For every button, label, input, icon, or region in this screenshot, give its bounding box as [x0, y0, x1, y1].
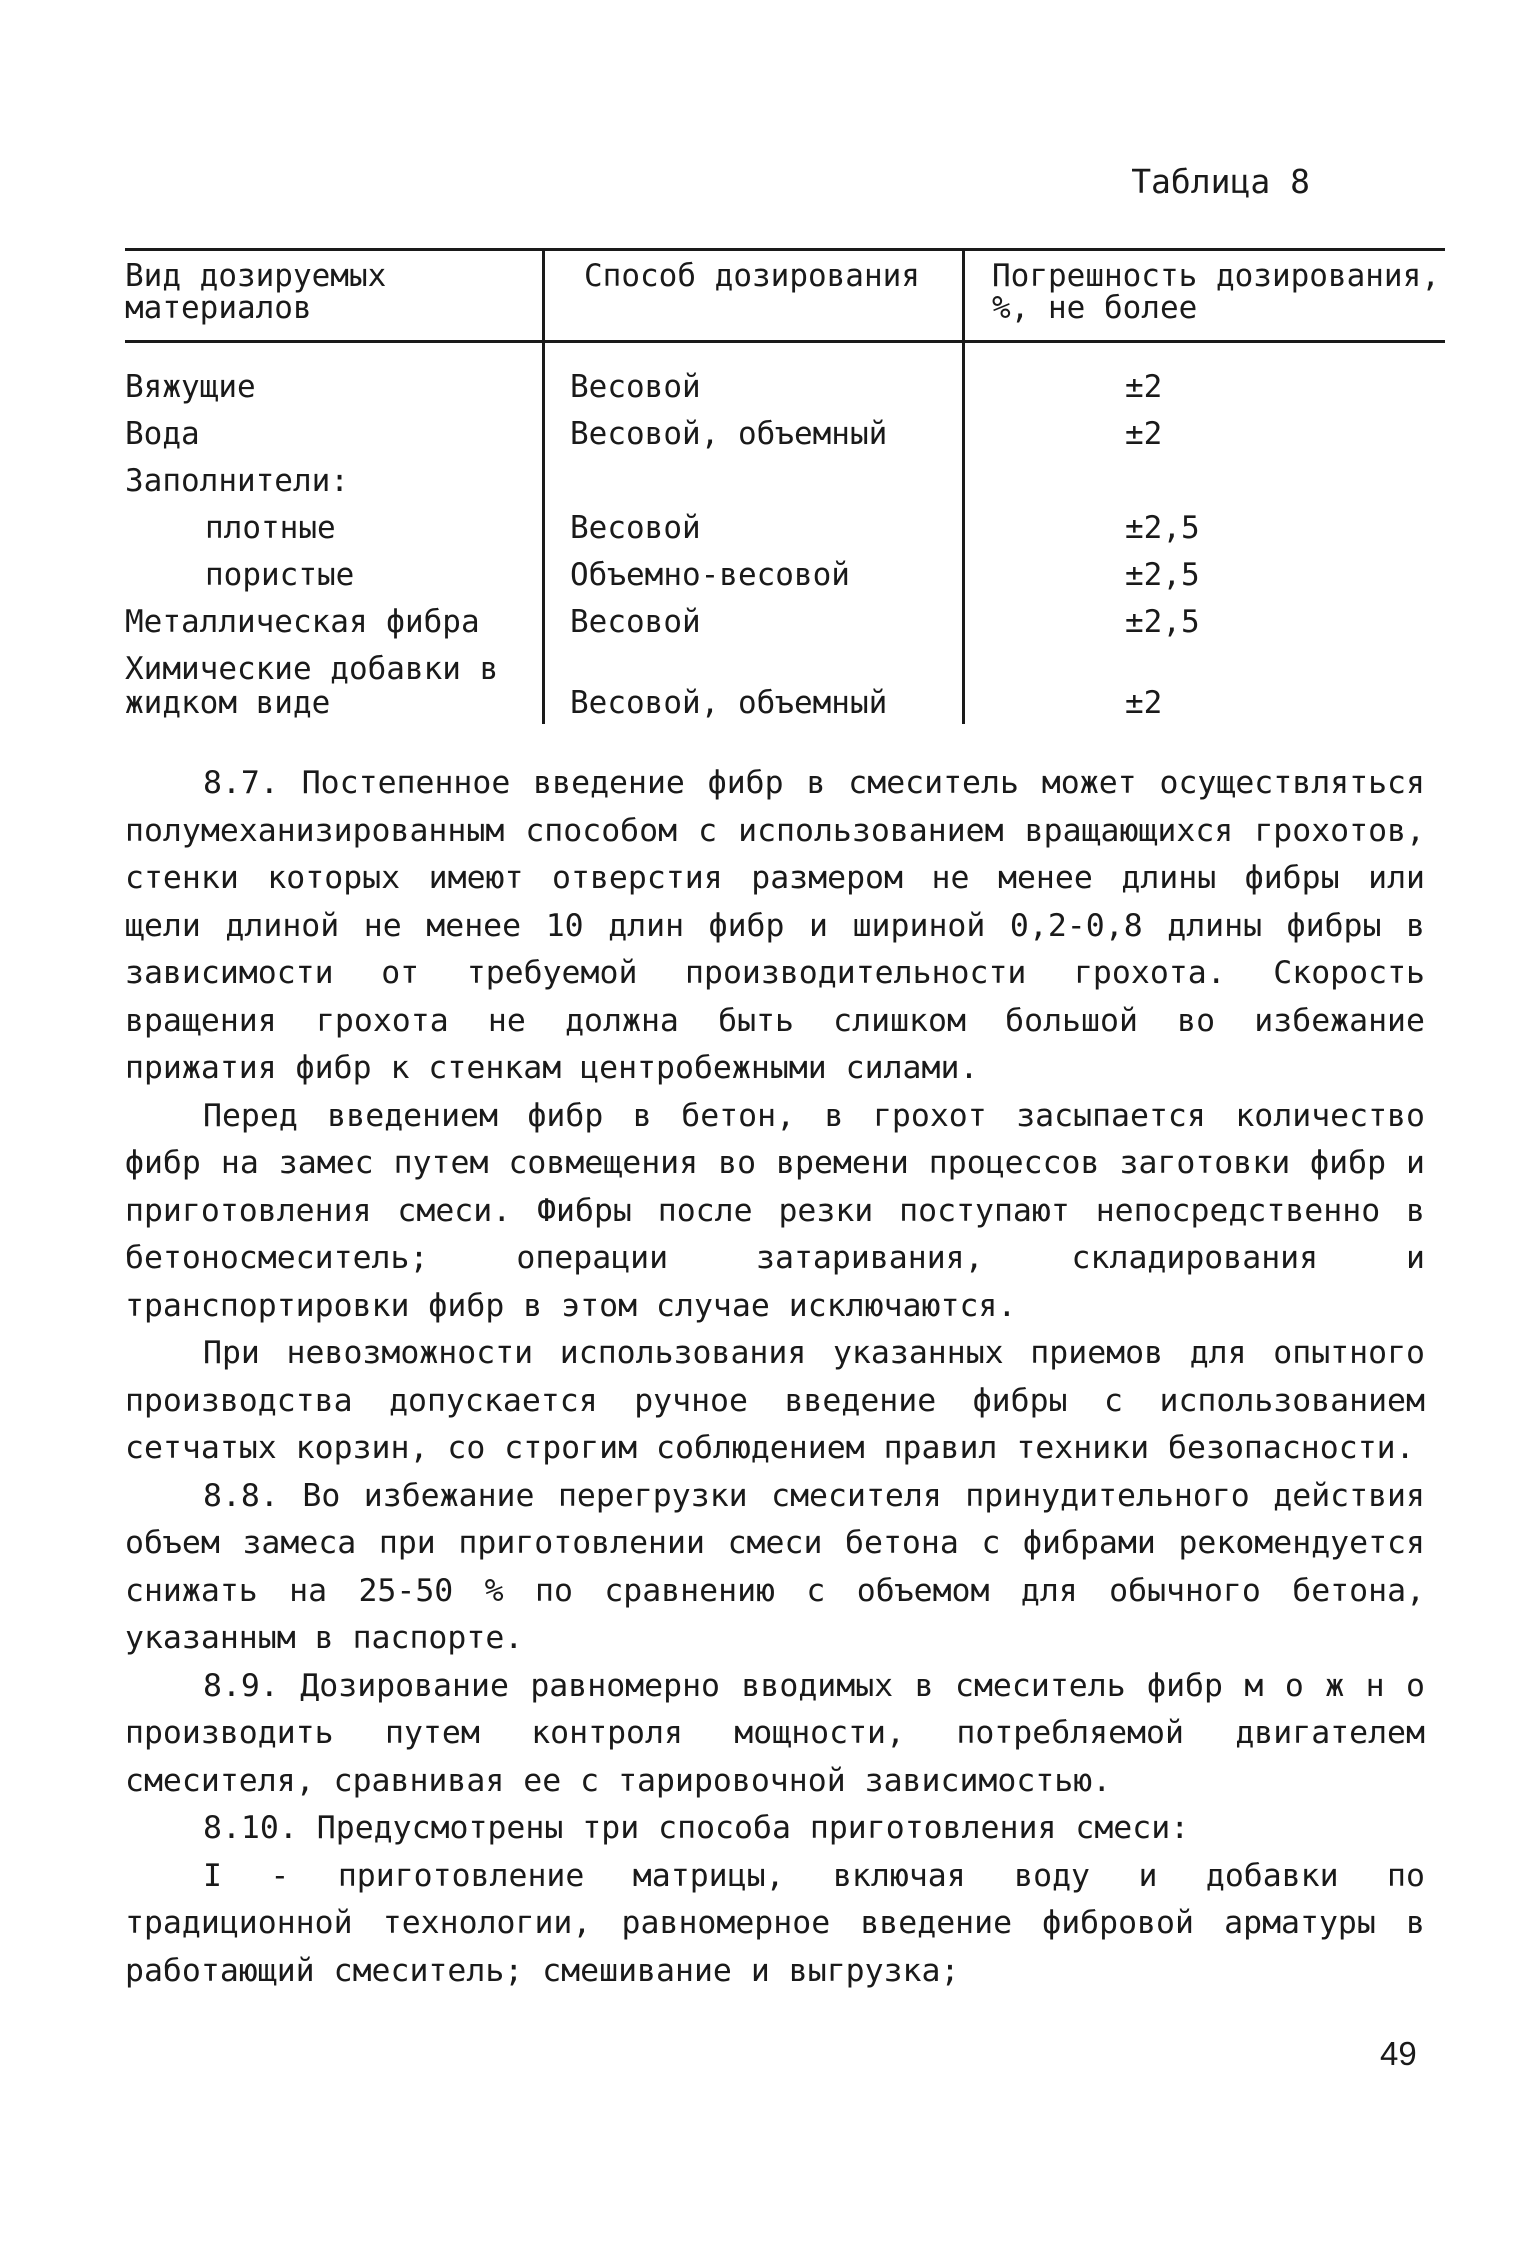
paragraph: 8.7. Постепенное введение фибр в смеситель может осуществляться полумеханизированным способом с использованием вращающихся грохотов, стенки которых имеют отверстия размером не менее длины фибры или щели длиной не менее 10 длин фибр и шириной 0,2-0,8 длины фибры в зависимости от требуемой производительности грохота. Скорость вращения грохота не должна быть слишком большой во избежание прижатия фибр к стенкам центробежными силами. [125, 765, 1425, 1086]
paragraph: 8.8. Во избежание перегрузки смесителя принудительного действия объем замеса при приготовлении смеси бетона с фибрами рекомендуется снижать на 25-50 % по сравнению с объемом для обычного бетона, указанным в паспорте. [125, 1477, 1425, 1656]
cell-material: пористые [205, 557, 355, 593]
cell-error: ±2,5 [1125, 604, 1200, 640]
dosing-table [125, 248, 1445, 728]
cell-error: ±2,5 [1125, 557, 1200, 593]
table-header-rule [125, 340, 1445, 343]
cell-material: Вода [125, 416, 200, 452]
cell-material: Металлическая фибра [125, 604, 480, 640]
cell-method: Объемно-весовой [570, 557, 850, 593]
cell-method: Весовой [570, 604, 701, 640]
cell-error: ±2 [1125, 369, 1163, 405]
table-label: Таблица 8 [1131, 162, 1310, 201]
cell-error: ±2 [1125, 416, 1163, 452]
cell-method: Весовой [570, 369, 701, 405]
cell-material: Химические добавки в жидком виде [125, 651, 499, 721]
header-material: Вид дозируемых материалов [125, 258, 387, 326]
cell-material: плотные [205, 510, 336, 546]
header-error: Погрешность дозирования, %, не более [992, 258, 1440, 326]
paragraph: I - приготовление матрицы, включая воду и добавки по традиционной технологии, равномерное введение фибровой арматуры в работающий смеситель; смешивание и выгрузка; [125, 1857, 1425, 1989]
table-column-divider [962, 248, 965, 724]
page-number: 49 [1380, 2035, 1417, 2072]
cell-method: Весовой, объемный [570, 685, 888, 721]
cell-method: Весовой, объемный [570, 416, 888, 452]
cell-error: ±2 [1125, 685, 1163, 721]
header-method: Способ дозирования [584, 258, 920, 294]
paragraph: При невозможности использования указанных приемов для опытного производства допускается ручное введение фибры с использованием сетчатых корзин, со строгим соблюдением правил техники безопасности. [125, 1335, 1425, 1466]
cell-error: ±2,5 [1125, 510, 1200, 546]
body-text [125, 760, 1425, 1995]
paragraph: Перед введением фибр в бетон, в грохот засыпается количество фибр на замес путем совмещения во времени процессов заготовки фибр и приготовления смеси. Фибры после резки поступают непосредственно в бетоносмеситель; операции затаривания, складирования и транспортировки фибр в этом случае исключаются. [125, 1097, 1425, 1324]
cell-method: Весовой [570, 510, 701, 546]
cell-material: Вяжущие [125, 369, 256, 405]
cell-material: Заполнители: [125, 463, 349, 499]
paragraph: 8.10. Предусмотрены три способа приготовления смеси: [203, 1810, 1190, 1846]
table-column-divider [542, 248, 545, 724]
paragraph: 8.9. Дозирование равномерно вводимых в смеситель фибр м о ж н о производить путем контроля мощности, потребляемой двигателем смесителя, сравнивая ее с тарировочной зависимостью. [125, 1667, 1425, 1799]
table-top-rule [125, 248, 1445, 251]
